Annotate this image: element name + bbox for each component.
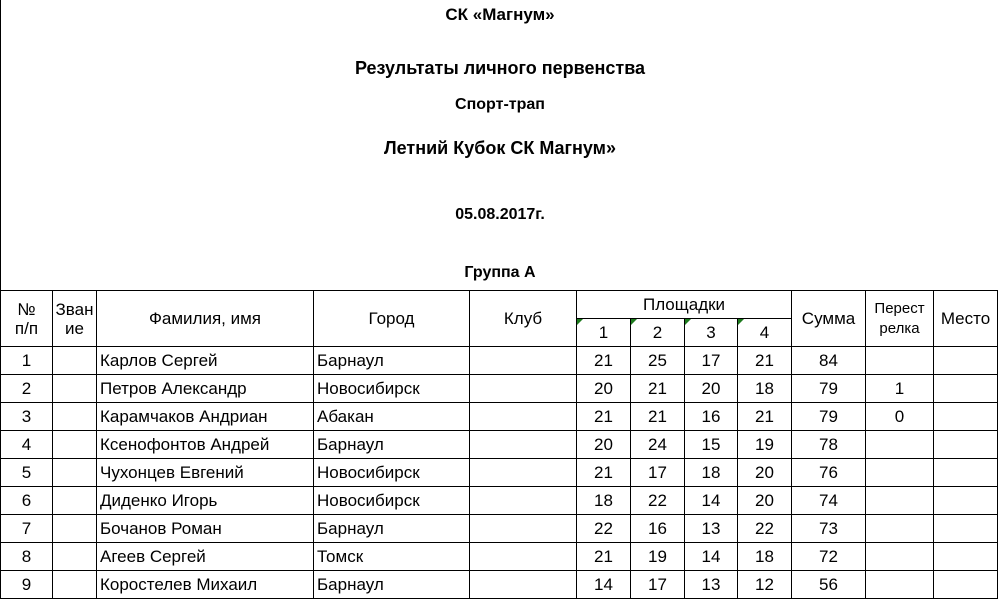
cell-club[interactable] (470, 431, 577, 459)
cell-sum[interactable]: 76 (792, 459, 866, 487)
table-row (1, 347, 998, 375)
col-platform-4-header[interactable]: 4 (738, 319, 792, 347)
cell-place[interactable] (934, 543, 998, 571)
cell-rank[interactable] (53, 403, 97, 431)
cell-shootoff[interactable] (866, 571, 934, 599)
cell-platform-4[interactable]: 22 (738, 515, 792, 543)
cell-place[interactable] (934, 375, 998, 403)
cell-name[interactable]: Ксенофонтов Андрей (97, 431, 314, 459)
cell-sum[interactable]: 74 (792, 487, 866, 515)
cell-sum[interactable]: 84 (792, 347, 866, 375)
cell-club[interactable] (470, 375, 577, 403)
cell-sum[interactable]: 79 (792, 403, 866, 431)
cell-platform-2[interactable]: 22 (631, 487, 685, 515)
cell-club[interactable] (470, 459, 577, 487)
cell-rank[interactable] (53, 375, 97, 403)
cell-number[interactable]: 7 (1, 515, 53, 543)
group-title: Группа А (464, 264, 536, 281)
cell-name[interactable]: Карлов Сергей (97, 347, 314, 375)
cell-club[interactable] (470, 515, 577, 543)
cell-sum[interactable]: 78 (792, 431, 866, 459)
cell-city[interactable]: Новосибирск (314, 375, 470, 403)
col-platforms-header[interactable]: Площадки (577, 291, 792, 319)
cell-rank[interactable] (53, 347, 97, 375)
cell-platform-1[interactable]: 21 (577, 347, 631, 375)
cell-sum[interactable]: 72 (792, 543, 866, 571)
col-name-header[interactable]: Фамилия, имя (97, 291, 314, 347)
col-number-header-line2: п/п (14, 318, 39, 338)
cell-name[interactable]: Диденко Игорь (97, 487, 314, 515)
col-shootoff-header-line2: релка (879, 319, 920, 337)
cell-number[interactable]: 6 (1, 487, 53, 515)
results-table (0, 290, 998, 599)
cell-platform-4[interactable]: 20 (738, 487, 792, 515)
cell-name[interactable]: Коростелев Михаил (97, 571, 314, 599)
cell-platform-2[interactable]: 21 (631, 375, 685, 403)
cell-platform-1[interactable]: 20 (577, 375, 631, 403)
cell-platform-4[interactable]: 12 (738, 571, 792, 599)
cell-rank[interactable] (53, 543, 97, 571)
cell-platform-3[interactable]: 13 (685, 571, 738, 599)
cell-platform-3[interactable]: 13 (685, 515, 738, 543)
cell-platform-3[interactable]: 15 (685, 431, 738, 459)
cell-city[interactable]: Барнаул (314, 431, 470, 459)
cell-shootoff[interactable] (866, 543, 934, 571)
cell-place[interactable] (934, 431, 998, 459)
cell-city[interactable]: Барнаул (314, 347, 470, 375)
cell-platform-1[interactable]: 20 (577, 431, 631, 459)
cell-shootoff[interactable]: 1 (866, 375, 934, 403)
cell-platform-3[interactable]: 18 (685, 459, 738, 487)
table-row (1, 515, 998, 543)
cell-shootoff[interactable]: 0 (866, 403, 934, 431)
header-row (1, 291, 998, 319)
cell-shootoff[interactable] (866, 459, 934, 487)
col-number-header[interactable] (1, 291, 53, 347)
cell-platform-4[interactable]: 18 (738, 543, 792, 571)
cell-city[interactable]: Барнаул (314, 515, 470, 543)
cell-platform-4[interactable]: 21 (738, 403, 792, 431)
cell-platform-1[interactable]: 18 (577, 487, 631, 515)
cell-platform-3[interactable]: 16 (685, 403, 738, 431)
cell-shootoff[interactable] (866, 515, 934, 543)
cell-platform-4[interactable]: 18 (738, 375, 792, 403)
col-sum-header[interactable]: Сумма (792, 291, 866, 347)
table-row (1, 543, 998, 571)
cell-number[interactable]: 3 (1, 403, 53, 431)
cell-place[interactable] (934, 403, 998, 431)
col-place-header[interactable]: Место (934, 291, 998, 347)
col-platform-3-header[interactable]: 3 (685, 319, 738, 347)
cell-rank[interactable] (53, 487, 97, 515)
cell-city[interactable]: Новосибирск (314, 487, 470, 515)
cell-shootoff[interactable] (866, 487, 934, 515)
table-row (1, 403, 998, 431)
cell-place[interactable] (934, 487, 998, 515)
cell-club[interactable] (470, 347, 577, 375)
cell-rank[interactable] (53, 459, 97, 487)
cell-platform-1[interactable]: 22 (577, 515, 631, 543)
organization-title: СК «Магнум» (445, 5, 555, 24)
cell-platform-2[interactable]: 17 (631, 571, 685, 599)
cell-platform-2[interactable]: 17 (631, 459, 685, 487)
cell-platform-3[interactable]: 14 (685, 543, 738, 571)
cell-platform-4[interactable]: 19 (738, 431, 792, 459)
cell-name[interactable]: Бочанов Роман (97, 515, 314, 543)
col-number-header-line1: № (17, 299, 36, 319)
cell-platform-2[interactable]: 25 (631, 347, 685, 375)
cell-platform-1[interactable]: 21 (577, 459, 631, 487)
cell-platform-2[interactable]: 21 (631, 403, 685, 431)
cell-club[interactable] (470, 403, 577, 431)
cell-name[interactable]: Карамчаков Андриан (97, 403, 314, 431)
col-rank-header-line1: Зван (55, 299, 94, 319)
cell-platform-1[interactable]: 14 (577, 571, 631, 599)
cell-platform-4[interactable]: 20 (738, 459, 792, 487)
cell-sum[interactable]: 79 (792, 375, 866, 403)
cell-city[interactable]: Барнаул (314, 571, 470, 599)
col-shootoff-header[interactable] (866, 291, 934, 347)
cell-platform-3[interactable]: 17 (685, 347, 738, 375)
cell-name[interactable]: Петров Александр (97, 375, 314, 403)
cell-city[interactable]: Новосибирск (314, 459, 470, 487)
cell-number[interactable]: 8 (1, 543, 53, 571)
cell-club[interactable] (470, 543, 577, 571)
cell-platform-1[interactable]: 21 (577, 543, 631, 571)
col-city-header[interactable]: Город (314, 291, 470, 347)
cell-number[interactable]: 1 (1, 347, 53, 375)
cell-rank[interactable] (53, 431, 97, 459)
cell-number[interactable]: 4 (1, 431, 53, 459)
table-row (1, 431, 998, 459)
col-shootoff-header-line1: Перест (874, 299, 925, 317)
cell-rank[interactable] (53, 515, 97, 543)
cell-shootoff[interactable] (866, 431, 934, 459)
cell-city[interactable]: Абакан (314, 403, 470, 431)
cell-platform-2[interactable]: 19 (631, 543, 685, 571)
cell-place[interactable] (934, 347, 998, 375)
cell-city[interactable]: Томск (314, 543, 470, 571)
col-platform-2-header[interactable]: 2 (631, 319, 685, 347)
cell-rank[interactable] (53, 571, 97, 599)
cell-platform-3[interactable]: 20 (685, 375, 738, 403)
col-rank-header-line2: ие (65, 318, 84, 338)
table-row (1, 459, 998, 487)
cell-name[interactable]: Агеев Сергей (97, 543, 314, 571)
event-date: 05.08.2017г. (455, 206, 545, 223)
cell-platform-1[interactable]: 21 (577, 403, 631, 431)
table-row (1, 571, 998, 599)
cell-place[interactable] (934, 515, 998, 543)
discipline-title: Спорт-трап (455, 96, 545, 113)
col-platform-1-header[interactable]: 1 (577, 319, 631, 347)
cell-place[interactable] (934, 459, 998, 487)
cell-number[interactable]: 2 (1, 375, 53, 403)
cell-sum[interactable]: 56 (792, 571, 866, 599)
cell-platform-3[interactable]: 14 (685, 487, 738, 515)
table-row (1, 487, 998, 515)
cell-number[interactable]: 5 (1, 459, 53, 487)
col-rank-header[interactable] (53, 291, 97, 347)
cell-club[interactable] (470, 571, 577, 599)
cell-place[interactable] (934, 571, 998, 599)
cell-shootoff[interactable] (866, 347, 934, 375)
cell-club[interactable] (470, 487, 577, 515)
cell-sum[interactable]: 73 (792, 515, 866, 543)
cell-name[interactable]: Чухонцев Евгений (97, 459, 314, 487)
document-title: Результаты личного первенства (354, 58, 646, 78)
competition-title: Летний Кубок СК Магнум» (383, 138, 617, 158)
cell-number[interactable]: 9 (1, 571, 53, 599)
cell-platform-2[interactable]: 24 (631, 431, 685, 459)
cell-platform-2[interactable]: 16 (631, 515, 685, 543)
col-club-header[interactable]: Клуб (470, 291, 577, 347)
cell-platform-4[interactable]: 21 (738, 347, 792, 375)
table-row (1, 375, 998, 403)
